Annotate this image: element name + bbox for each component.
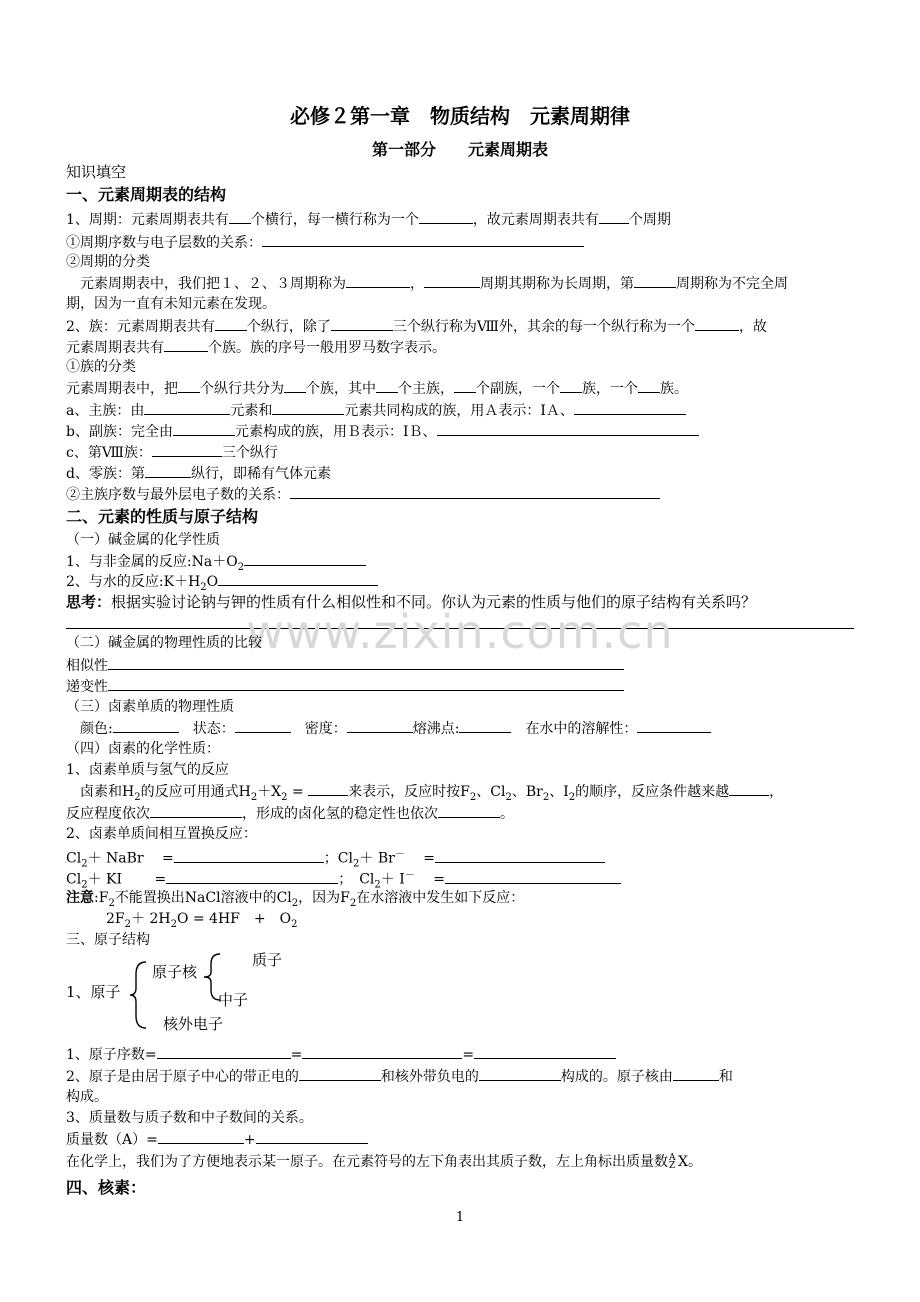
atom-label: 1、原子	[66, 983, 121, 1001]
electron-label: 核外电子	[163, 1015, 224, 1033]
page-number: 1	[455, 1210, 465, 1225]
line-atomic-number: 1、原子序数= = =	[66, 1044, 616, 1065]
line-period-text2: 期，因为一直有未知元素在发现。	[66, 296, 276, 312]
line-f2-water: $2F_2+ 2H_2O = 4HF$ + $O_2$	[106, 911, 298, 930]
page-subtitle: 第一部分 元素周期表	[371, 140, 548, 159]
heading-2: 二、元素的性质与原子结构	[66, 507, 259, 526]
line-alkali-phys: （二）碱金属的物理性质的比较	[66, 635, 262, 651]
line-atom-composition: 2、原子是由居于原子中心的带正电的 和核外带负电的 构成的。原子核由 和	[66, 1066, 733, 1087]
line-sub-group: b、副族：完全由 元素构成的族，用Ｂ表示：ⅠＢ、	[66, 421, 699, 442]
line-cl2-ki: $Cl_2+$ KI = ； $Cl_2+ I^-$ =	[66, 866, 621, 895]
page-title: 必修２第一章 物质结构 元素周期律	[290, 104, 630, 128]
heading-1: 一、元素周期表的结构	[66, 185, 227, 204]
line-atom-composition2: 构成。	[66, 1089, 108, 1105]
line-water-reaction: 2、与水的反应$:K+H_2O$	[66, 571, 378, 598]
watermark: www.zixin.com.cn	[246, 605, 674, 659]
line-hydrogen-reaction: 1、卤素单质与氢气的反应	[66, 762, 229, 778]
line-nonmetal-reaction: 1、与非金属的反应$:Na+O_2$	[66, 551, 366, 578]
line-displacement: 2、卤素单质间相互置换反应：	[66, 826, 257, 842]
line-mass-number: 质量数（A）= +	[66, 1129, 368, 1150]
line-group-classify: ①族的分类	[66, 359, 136, 375]
section-label: 知识填空	[66, 163, 127, 181]
line-periods: 1、周期：元素周期表共有 个横行，每一横行称为一个 ，故元素周期表共有 个周期	[66, 209, 671, 230]
line-think: 思考：根据实验讨论钠与钾的性质有什么相似性和不同。你认为元素的性质与他们的原子结构有关系吗？	[66, 593, 757, 611]
line-alkali-chem: （一）碱金属的化学性质	[66, 532, 220, 548]
line-note: 注意$:F_2$不能置换出NaCl溶液中的$Cl_2$，因为$F_2$在水溶液中发生如下反应：	[66, 890, 525, 909]
line-notation: 在化学上，我们为了方便地表示某一原子。在元素符号的左下角表出其质子数，左上角标出质量数 A Z X。	[66, 1153, 702, 1171]
line-period-relation: ①周期序数与电子层数的关系：	[66, 232, 584, 253]
line-halogen-props: 颜色: 状态： 密度： 熔沸点: 在水中的溶解性：	[66, 718, 711, 739]
line-mass-relation: 3、质量数与质子数和中子数间的关系。	[66, 1110, 313, 1126]
line-general-formula: 卤素和$H_2$的反应可用通式$H_2+X_2$ = 来表示，反应时按$F_2$、$Cl_2$、$Br_2$、$I_2$的顺序，反应条件越来越 ，	[66, 781, 783, 808]
heading-4: 四、核素：	[66, 1178, 147, 1197]
nucleus-label: 原子核	[152, 963, 198, 981]
line-halogen-chem: （四）卤素的化学性质：	[66, 741, 220, 757]
line-period-text: 元素周期表中，我们把１、２、３周期称为 ， 周期其期称为长周期，第 周期称为不完全周	[66, 273, 788, 294]
proton-label: 质子	[252, 951, 283, 969]
line-reaction-degree: 反应程度依次 ，形成的卤化氢的稳定性也依次 。	[66, 803, 514, 824]
neutron-label: 中子	[218, 991, 249, 1009]
line-gradient: 递变性	[66, 676, 624, 697]
atom-brace	[128, 960, 152, 1030]
line-groups2: 元素周期表共有 个族。族的序号一般用罗马数字表示。	[66, 337, 446, 358]
line-main-group-relation: ②主族序数与最外层电子数的关系：	[66, 484, 660, 505]
line-halogen-phys: （三）卤素单质的物理性质	[66, 699, 234, 715]
line-zero-group: d、零族：第 纵行，即稀有气体元素	[66, 463, 331, 484]
line-similarity: 相似性	[66, 655, 624, 676]
line-group-8: c、第Ⅷ族： 三个纵行	[66, 442, 278, 463]
line-cl2-nabr: $Cl_2+$ NaBr = ；$Cl_2+ Br^-$ =	[66, 845, 605, 874]
heading-3: 三、原子结构	[66, 932, 150, 948]
line-main-group: a、主族：由 元素和 元素共同构成的族，用Ａ表示：ⅠＡ、	[66, 400, 686, 421]
line-group-text: 元素周期表中，把 个纵行共分为 个族，其中 个主族， 个副族，一个 族，一个 族。	[66, 378, 688, 399]
line-groups: 2、族：元素周期表共有 个纵行，除了 三个纵行称为Ⅷ外，其余的每一个纵行称为一个 ，故	[66, 316, 767, 337]
line-period-classify: ②周期的分类	[66, 254, 150, 270]
